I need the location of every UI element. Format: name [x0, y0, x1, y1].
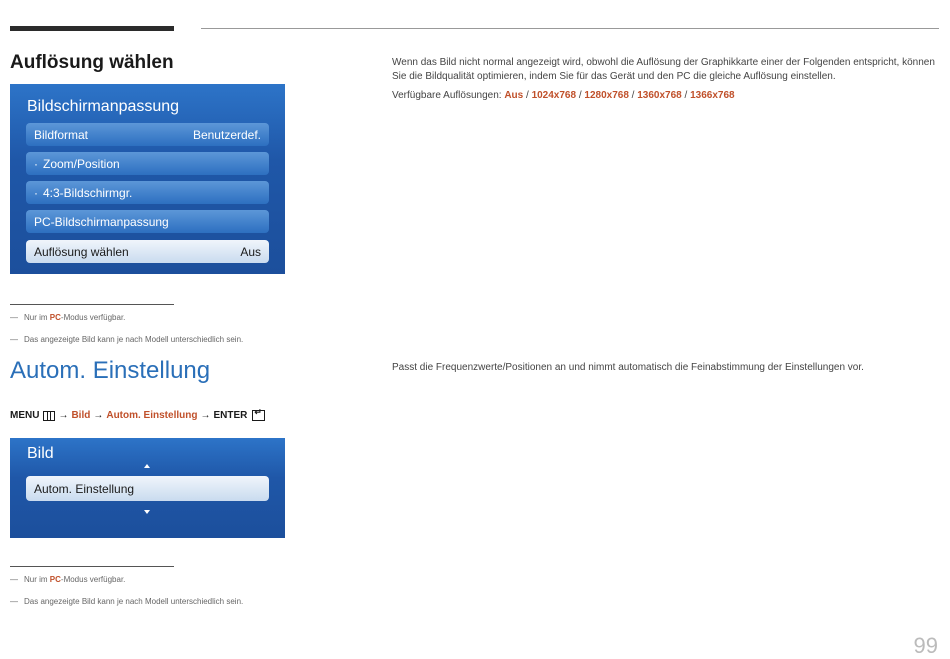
- footnote-rule: [10, 566, 174, 567]
- bullet-icon: ·: [34, 156, 38, 171]
- page-number: 99: [913, 633, 938, 658]
- arrow: →: [93, 410, 104, 421]
- panel-title: Bildschirmanpassung: [27, 98, 180, 115]
- resolution-option: 1280x768: [584, 90, 629, 101]
- resolution-option: 1366x768: [690, 90, 735, 101]
- footnote-pc-mode: [10, 313, 125, 322]
- header-rule: [201, 28, 939, 29]
- section-title-auto-adjustment: Autom. Einstellung: [10, 357, 211, 384]
- footnote-pc-mode: [10, 575, 125, 584]
- menu-item-value: Benutzerdef.: [192, 127, 261, 142]
- footnote-text: Nur im: [24, 575, 50, 584]
- arrow: →: [58, 410, 69, 421]
- menu-item-value: Aus: [240, 244, 261, 259]
- resolution-option: 1360x768: [637, 90, 682, 101]
- osd-panel-picture: [10, 438, 285, 538]
- footnote-text: -Modus verfügbar.: [60, 575, 126, 584]
- menu-item-picture-size[interactable]: [26, 123, 269, 146]
- dash: ―: [10, 575, 18, 584]
- footnote-text: Nur im: [24, 313, 50, 322]
- osd-panel-screen-adjustment: [10, 84, 285, 274]
- resolution-option: 1024x768: [531, 90, 577, 101]
- panel-title: Bild: [27, 445, 54, 462]
- menu-item-label: Bildformat: [34, 127, 89, 142]
- footnote-text: Das angezeigte Bild kann je nach Modell unterschiedlich sein.: [24, 597, 244, 606]
- dash: ―: [10, 597, 18, 606]
- menu-item-pc-screen-adjustment[interactable]: [26, 210, 269, 233]
- resolution-option: Aus: [504, 90, 524, 101]
- footnote-highlight: PC: [49, 575, 61, 584]
- menu-item-auto-adjustment[interactable]: [26, 476, 269, 501]
- section-title-resolution: Auflösung wählen: [10, 52, 174, 73]
- arrow: →: [200, 410, 211, 421]
- header-accent-bar: [10, 26, 174, 31]
- enter-icon: [252, 410, 265, 421]
- menu-item-label: Zoom/Position: [43, 156, 120, 171]
- menu-item-label: 4:3-Bildschirmgr.: [43, 185, 133, 200]
- footnote-text: -Modus verfügbar.: [60, 313, 126, 322]
- menu-path: [10, 410, 265, 421]
- bullet-icon: ·: [34, 185, 38, 200]
- menu-step: Autom. Einstellung: [106, 410, 198, 421]
- separator: /: [576, 90, 585, 101]
- footnote-model-varies: [10, 335, 243, 344]
- menu-item-screen-fit[interactable]: [26, 181, 269, 204]
- dash: ―: [10, 335, 18, 344]
- footnote-model-varies: [10, 597, 243, 606]
- scroll-down-icon[interactable]: [144, 510, 150, 514]
- available-resolutions: [392, 89, 937, 103]
- menu-item-resolution-select[interactable]: [26, 240, 269, 263]
- scroll-up-icon[interactable]: [144, 464, 150, 468]
- separator: /: [681, 90, 691, 101]
- footnote-text: Das angezeigte Bild kann je nach Modell unterschiedlich sein.: [24, 335, 244, 344]
- resolution-description: Wenn das Bild nicht normal angezeigt wird, obwohl die Auflösung der Graphikkarte einer der Folgenden entspricht, können Sie die Bildqualität optimieren, indem Sie für das Gerät und den PC die gleiche Auflösung einstellen.: [392, 57, 935, 82]
- auto-adjustment-description: Passt die Frequenzwerte/Positionen an und nimmt automatisch die Feinabstimmung der Einstellungen vor.: [392, 362, 864, 373]
- enter-label: ENTER: [213, 410, 248, 421]
- menu-step: Bild: [71, 410, 91, 421]
- menu-item-label: PC-Bildschirmanpassung: [34, 214, 169, 229]
- menu-icon: [43, 411, 55, 421]
- menu-item-label: Autom. Einstellung: [34, 481, 135, 496]
- resolutions-label: Verfügbare Auflösungen:: [392, 90, 505, 101]
- footnote-highlight: PC: [49, 313, 61, 322]
- separator: /: [628, 90, 638, 101]
- menu-label: MENU: [10, 410, 40, 421]
- separator: /: [523, 90, 532, 101]
- menu-item-zoom-position[interactable]: [26, 152, 269, 175]
- menu-item-label: Auflösung wählen: [34, 244, 129, 259]
- footnote-rule: [10, 304, 174, 305]
- dash: ―: [10, 313, 18, 322]
